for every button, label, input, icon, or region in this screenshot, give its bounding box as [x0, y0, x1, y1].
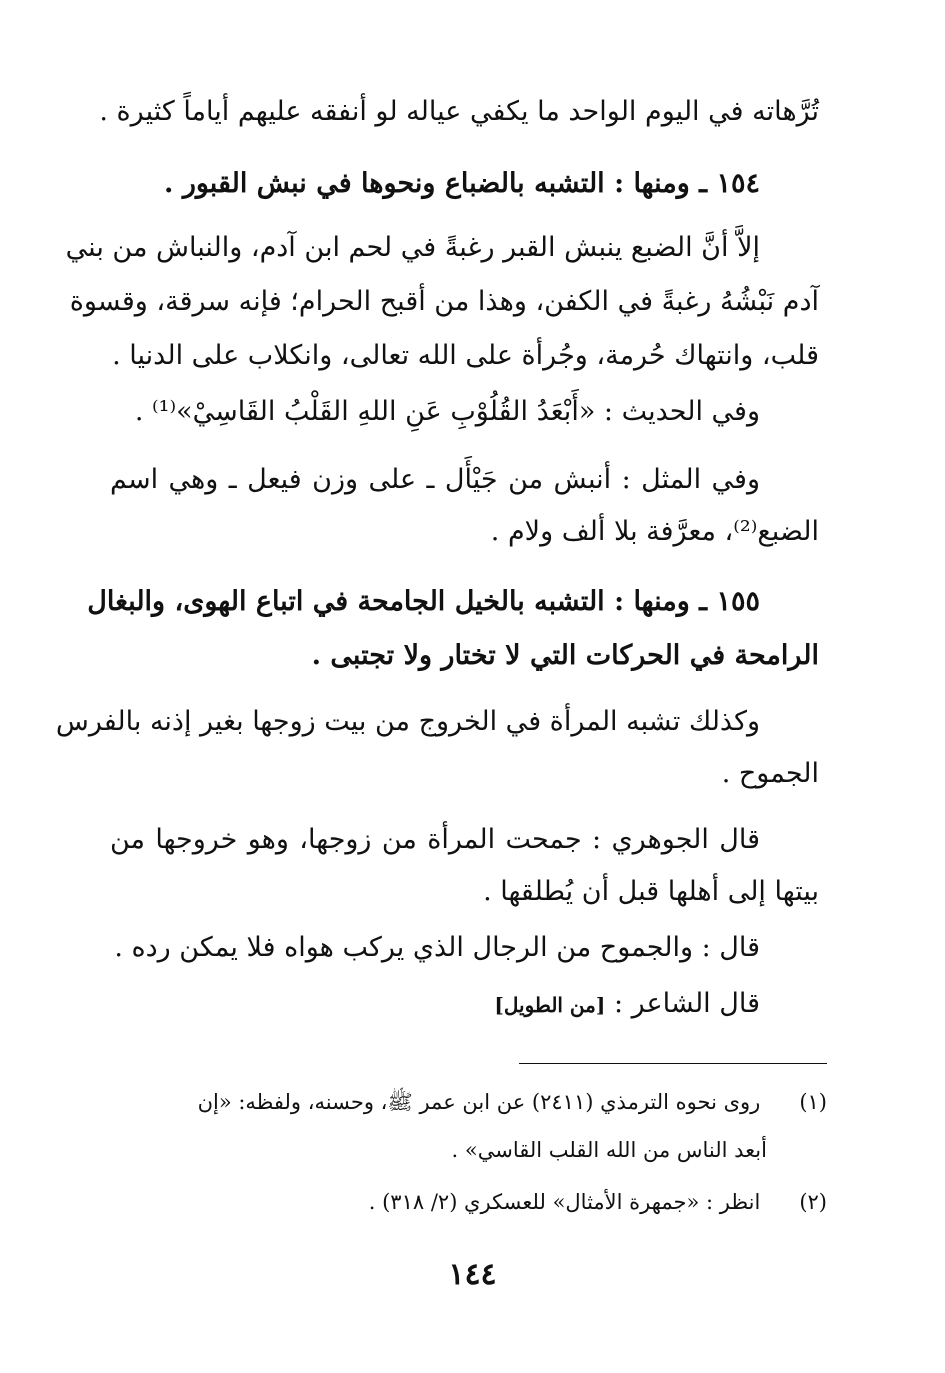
text-line: قلب، وانتهاك حُرمة، وجُرأة على الله تعالى، وانكلاب على الدنيا .	[112, 340, 819, 371]
text-line: وكذلك تشبه المرأة في الخروج من بيت زوجها بغير إذنه بالفرس	[55, 706, 760, 737]
footnote-text: انظر : «جمهرة الأمثال» للعسكري (٢/ ٣١٨) .	[368, 1190, 761, 1214]
poet-intro	[110, 984, 760, 1025]
poetic-meter-label: [من الطويل]	[494, 993, 606, 1017]
footnote-1	[110, 1086, 827, 1118]
footnote-separator	[519, 1063, 827, 1064]
section-heading-155-cont: الرامحة في الحركات التي لا تختار ولا تجتبى .	[311, 640, 819, 671]
text-line: الضبع⁽²⁾، معرَّفة بلا ألف ولام .	[490, 516, 819, 547]
text-line: بيتها إلى أهلها قبل أن يُطلقها .	[483, 876, 819, 907]
section-heading-155: ١٥٥ ـ ومنها : التشبه بالخيل الجامحة في اتباع الهوى، والبغال	[87, 586, 760, 617]
text-line: تُرَّهاته في اليوم الواحد ما يكفي عياله لو أنفقه عليهم أياماً كثيرة .	[99, 96, 819, 127]
poet-intro-text: قال الشاعر :	[613, 988, 760, 1019]
text-line: قال الجوهري : جمحت المرأة من زوجها، وهو خروجها من	[110, 824, 760, 855]
text-line: آدم نَبْشُهُ رغبةً في الكفن، وهذا من أقبح الحرام؛ فإنه سرقة، وقسوة	[69, 286, 819, 317]
text-line: إلاَّ أنَّ الضبع ينبش القبر رغبةً في لحم ابن آدم، والنباش من بني	[65, 232, 760, 263]
footnote-number: (٢)	[799, 1190, 827, 1214]
footnote-2	[110, 1186, 827, 1218]
page-number: ١٤٤	[448, 1257, 497, 1292]
text-line: وفي المثل : أنبش من جَيْأَل ـ على وزن فيعل ـ وهي اسم	[110, 464, 760, 495]
footnote-number: (١)	[799, 1090, 827, 1114]
text-line: الجموح .	[721, 758, 819, 789]
footnote-text: روى نحوه الترمذي (٢٤١١) عن ابن عمر ﷺ، وحسنه، ولفظه: «إن	[197, 1090, 761, 1114]
text-line: قال : والجموح من الرجال الذي يركب هواه فلا يمكن رده .	[114, 932, 760, 963]
footnote-1-continuation: أبعد الناس من الله القلب القاسي» .	[451, 1138, 767, 1162]
section-heading-154: ١٥٤ ـ ومنها : التشبه بالضباع ونحوها في نبش القبور .	[164, 168, 760, 199]
hadith-quote: وفي الحديث : «أَبْعَدُ القُلُوْبِ عَنِ اللهِ القَلْبُ القَاسِيْ»⁽¹⁾ .	[134, 396, 760, 427]
